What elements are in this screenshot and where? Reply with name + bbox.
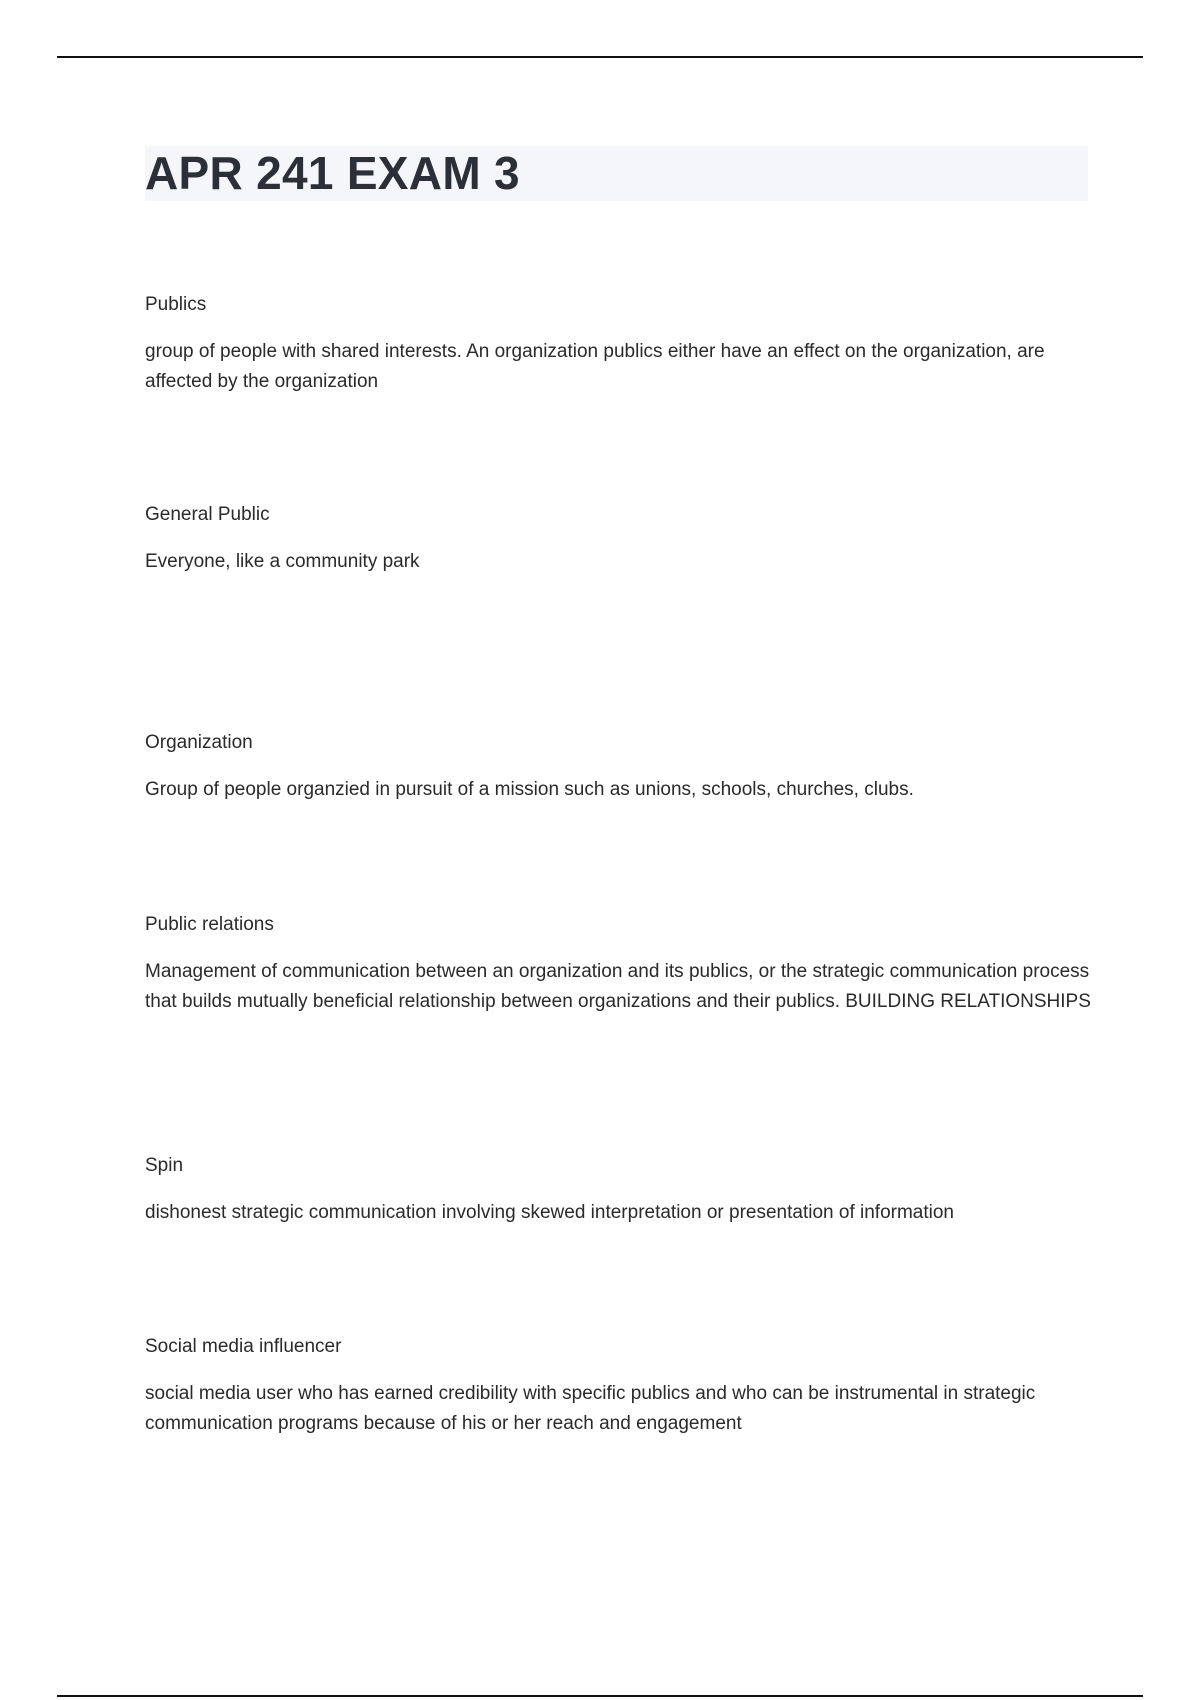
card-definition: Group of people organzied in pursuit of a mission such as unions, schools, churches, clubs.	[145, 779, 914, 800]
flashcard-social-media-influencer	[145, 1335, 1100, 1439]
page-title: APR 241 EXAM 3	[145, 147, 520, 199]
flashcard-general-public	[145, 503, 1100, 577]
bottom-divider	[57, 1695, 1143, 1697]
card-term: Organization	[145, 732, 253, 753]
flashcard-spin	[145, 1154, 1100, 1228]
card-term: Spin	[145, 1155, 184, 1176]
flashcard-publics	[145, 293, 1100, 397]
card-definition: group of people with shared interests. An organization publics either have an effect on the organization, are affected by the organization	[145, 341, 1045, 392]
card-term: Public relations	[145, 914, 274, 935]
card-term: General Public	[145, 504, 270, 525]
flashcard-organization	[145, 731, 1100, 805]
flashcard-public-relations	[145, 913, 1100, 1017]
card-definition: dishonest strategic communication involving skewed interpretation or presentation of information	[145, 1202, 954, 1223]
card-term: Publics	[145, 294, 207, 315]
card-term: Social media influencer	[145, 1336, 342, 1357]
card-definition: Everyone, like a community park	[145, 551, 420, 572]
card-definition: Management of communication between an organization and its publics, or the strategic communication process that builds mutually beneficial relationship between organizations and their publics. BUILDING RELATIONSHIPS	[145, 961, 1091, 1012]
card-definition: social media user who has earned credibility with specific publics and who can be instrumental in strategic communication programs because of his or her reach and engagement	[145, 1383, 1036, 1434]
top-divider	[57, 56, 1143, 58]
